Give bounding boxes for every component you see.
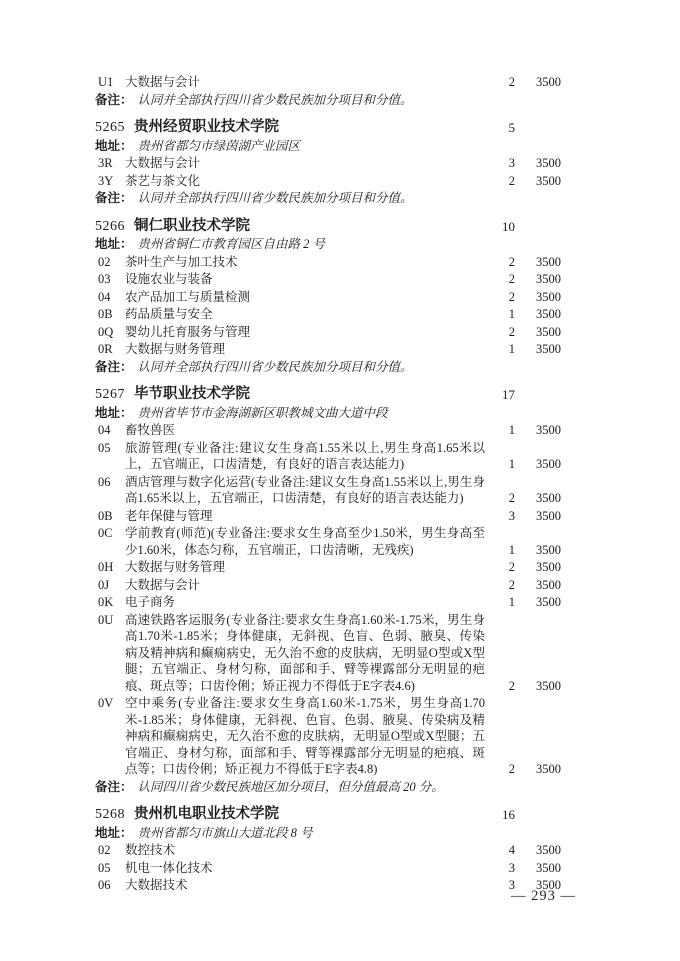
school-section — [95, 386, 561, 795]
course-code: 0K — [98, 595, 114, 609]
course-name: 电子商务 — [125, 595, 176, 609]
course-title — [95, 612, 485, 695]
course-tuition-fee: 3500 — [536, 289, 561, 304]
section-heading — [95, 218, 561, 236]
course-tuition-fee: 3500 — [536, 423, 561, 437]
course-code: 05 — [98, 860, 111, 875]
address-text: 贵州省铜仁市教育园区自由路 2 号 — [137, 237, 326, 251]
course-title — [95, 508, 485, 525]
course-code: 0V — [98, 696, 114, 710]
course-name: 大数据与会计 — [125, 75, 201, 89]
course-row — [95, 422, 561, 439]
course-row — [95, 877, 561, 894]
course-title — [95, 474, 485, 507]
course-tuition-fee: 3500 — [536, 457, 561, 471]
section-heading — [95, 806, 561, 824]
address-row — [95, 405, 561, 422]
course-code: 06 — [98, 474, 111, 489]
course-tuition-fee: 3500 — [536, 508, 561, 523]
course-tuition-fee: 3500 — [536, 843, 561, 857]
section-code: 5267 — [95, 387, 125, 402]
course-plan-count: 2 — [508, 289, 515, 304]
course-code: 0J — [98, 577, 110, 592]
note-text: 认同并全部执行四川省少数民族加分项目和分值。 — [137, 359, 413, 374]
course-plan-count: 2 — [508, 75, 515, 89]
course-plan-count: 1 — [508, 542, 515, 557]
course-title — [95, 289, 485, 306]
course-row — [95, 440, 561, 473]
course-row — [95, 842, 561, 859]
section-name: 贵州经贸职业技术学院 — [134, 119, 279, 135]
course-code: 04 — [98, 423, 111, 437]
section-name: 贵州机电职业技术学院 — [134, 806, 279, 822]
course-row — [95, 860, 561, 877]
section-total: 10 — [502, 218, 515, 234]
course-plan-count: 3 — [508, 860, 515, 875]
course-plan-count: 1 — [508, 342, 515, 356]
course-tuition-fee: 3500 — [536, 342, 561, 356]
course-tuition-fee: 3500 — [536, 860, 561, 875]
section-name: 毕节职业技术学院 — [134, 386, 250, 402]
course-code: U1 — [98, 75, 114, 89]
course-code: 0R — [98, 342, 113, 356]
school-section — [95, 74, 561, 108]
course-plan-count: 3 — [508, 508, 515, 523]
course-title — [95, 577, 485, 594]
section-total: 16 — [502, 807, 515, 822]
course-name: 数控技术 — [125, 843, 176, 857]
course-code: 0H — [98, 560, 114, 574]
course-row — [95, 594, 561, 611]
section-heading — [95, 119, 561, 137]
note-row — [95, 92, 561, 109]
course-code: 05 — [98, 440, 111, 455]
course-tuition-fee: 3500 — [536, 678, 561, 693]
course-code: 03 — [98, 272, 111, 286]
course-code: 0Q — [98, 324, 114, 339]
course-name: 设施农业与装备 — [125, 272, 213, 286]
course-title — [95, 842, 485, 859]
course-title — [95, 422, 485, 439]
course-plan-count: 3 — [508, 878, 515, 892]
course-name: 空中乘务(专业备注:要求女生身高1.60米-1.75米，男生身高1.70米-1.85米；身体健康，无斜视、色盲、色弱、腋臭、传染病及精神病和癫痫病史，无久治不愈的皮肤病，无明显O型或X型腿；五官端正、身材匀称，面部和手、臂等裸露部分无明显的疤痕、斑点等；口齿伶俐；矫正视力不得低于E字表4.8) — [125, 696, 485, 776]
course-row — [95, 341, 561, 358]
address-label: 地址： — [95, 138, 133, 153]
course-title — [95, 695, 485, 778]
course-row — [95, 695, 561, 778]
course-title — [95, 559, 485, 576]
course-row — [95, 559, 561, 576]
course-name: 大数据与会计 — [125, 156, 201, 170]
course-title — [95, 440, 485, 473]
course-name: 农产品加工与质量检测 — [125, 289, 251, 304]
note-row — [95, 190, 561, 207]
course-name: 酒店管理与数字化运营(专业备注:建议女生身高1.55米以上,男生身高1.65米以上，五官端正，口齿清楚，有良好的语言表达能力) — [125, 474, 485, 505]
course-title — [95, 271, 485, 288]
course-tuition-fee: 3500 — [536, 762, 561, 776]
course-code: 06 — [98, 878, 111, 892]
note-text: 认同并全部执行四川省少数民族加分项目和分值。 — [137, 191, 413, 205]
note-label: 备注： — [95, 359, 133, 374]
course-plan-count: 1 — [508, 457, 515, 471]
address-text: 贵州省都匀市旗山大道北段 8 号 — [137, 825, 313, 840]
course-tuition-fee: 3500 — [536, 173, 561, 188]
course-name: 婴幼儿托育服务与管理 — [125, 324, 251, 339]
note-text: 认同并全部执行四川省少数民族加分项目和分值。 — [137, 92, 413, 107]
section-heading — [95, 386, 561, 404]
course-row — [95, 474, 561, 507]
course-code: 3R — [98, 156, 113, 170]
course-name: 大数据与财务管理 — [125, 342, 226, 356]
course-row — [95, 254, 561, 271]
course-title — [95, 594, 485, 611]
note-row — [95, 779, 561, 796]
course-row — [95, 74, 561, 91]
course-tuition-fee: 3500 — [536, 156, 561, 170]
course-tuition-fee: 3500 — [536, 560, 561, 574]
address-row — [95, 825, 561, 842]
note-label: 备注： — [95, 92, 133, 107]
section-title — [95, 806, 485, 824]
page-number: — 293 — — [511, 888, 576, 904]
course-plan-count: 2 — [508, 272, 515, 286]
course-title — [95, 324, 485, 341]
section-code: 5265 — [95, 120, 125, 135]
course-name: 药品质量与安全 — [125, 307, 213, 321]
course-plan-count: 2 — [508, 577, 515, 592]
school-section — [95, 218, 561, 376]
course-name: 机电一体化技术 — [125, 860, 213, 875]
school-section — [95, 806, 561, 894]
course-name: 茶叶生产与加工技术 — [125, 254, 238, 269]
address-text: 贵州省都匀市绿茵湖产业园区 — [137, 138, 301, 153]
course-tuition-fee: 3500 — [536, 272, 561, 286]
course-code: 0U — [98, 612, 114, 627]
section-title — [95, 119, 485, 137]
course-name: 大数据与财务管理 — [125, 560, 226, 574]
course-row — [95, 289, 561, 306]
section-total: 5 — [508, 120, 515, 135]
course-plan-count: 3 — [508, 156, 515, 170]
address-label: 地址： — [95, 825, 133, 840]
course-row — [95, 612, 561, 695]
course-tuition-fee: 3500 — [536, 75, 561, 89]
section-title — [95, 218, 485, 236]
course-row — [95, 508, 561, 525]
course-title — [95, 306, 485, 323]
course-row — [95, 324, 561, 341]
address-label: 地址： — [95, 237, 133, 251]
course-tuition-fee: 3500 — [536, 491, 561, 505]
course-tuition-fee: 3500 — [536, 878, 561, 892]
course-row — [95, 306, 561, 323]
course-plan-count: 2 — [508, 324, 515, 339]
course-name: 畜牧兽医 — [125, 423, 176, 437]
course-title — [95, 173, 485, 190]
course-title — [95, 155, 485, 172]
section-total: 17 — [502, 387, 515, 402]
section-title — [95, 386, 485, 404]
course-plan-count: 1 — [508, 595, 515, 609]
course-row — [95, 173, 561, 190]
course-tuition-fee: 3500 — [536, 307, 561, 321]
course-title — [95, 525, 485, 558]
course-code: 3Y — [98, 173, 114, 188]
course-code: 0B — [98, 508, 113, 523]
course-row — [95, 525, 561, 558]
course-plan-count: 1 — [508, 307, 515, 321]
course-code: 04 — [98, 289, 111, 304]
course-plan-count: 2 — [508, 254, 515, 269]
course-title — [95, 860, 485, 877]
address-text: 贵州省毕节市金海湖新区职教城文曲大道中段 — [137, 405, 388, 420]
course-name: 茶艺与茶文化 — [125, 173, 201, 188]
section-code: 5266 — [95, 218, 125, 234]
course-name: 大数据与会计 — [125, 577, 201, 592]
course-plan-count: 2 — [508, 491, 515, 505]
course-row — [95, 271, 561, 288]
course-title — [95, 341, 485, 358]
course-name: 高速铁路客运服务(专业备注:要求女生身高1.60米-1.75米，男生身高1.70米-1.85米；身体健康，无斜视、色盲、色弱、腋臭、传染病及精神病和癫痫病史，无久治不愈的皮肤病，无明显O型或X型腿；五官端正、身材匀称，面部和手、臂等裸露部分无明显的疤痕、斑点等；口齿伶俐；矫正视力不得低于E字表4.6) — [125, 612, 485, 693]
course-plan-count: 2 — [508, 173, 515, 188]
course-title — [95, 74, 485, 91]
note-label: 备注： — [95, 779, 133, 794]
note-text: 认同四川省少数民族地区加分项目，但分值最高 20 分。 — [137, 779, 444, 794]
course-plan-count: 1 — [508, 423, 515, 437]
course-tuition-fee: 3500 — [536, 542, 561, 557]
note-label: 备注： — [95, 191, 133, 205]
course-plan-count: 4 — [508, 843, 515, 857]
school-section — [95, 119, 561, 207]
course-tuition-fee: 3500 — [536, 254, 561, 269]
course-row — [95, 577, 561, 594]
section-name: 铜仁职业技术学院 — [134, 217, 250, 234]
course-name: 旅游管理(专业备注:建议女生身高1.55米以上,男生身高1.65米以上，五官端正，口齿清楚，有良好的语言表达能力) — [125, 440, 485, 471]
course-title — [95, 877, 485, 894]
section-code: 5268 — [95, 807, 125, 822]
course-tuition-fee: 3500 — [536, 577, 561, 592]
address-label: 地址： — [95, 405, 133, 420]
course-code: 0C — [98, 526, 113, 540]
course-code: 0B — [98, 307, 113, 321]
course-tuition-fee: 3500 — [536, 324, 561, 339]
address-row — [95, 138, 561, 155]
course-row — [95, 155, 561, 172]
address-row — [95, 236, 561, 253]
course-plan-count: 2 — [508, 560, 515, 574]
course-name: 大数据技术 — [125, 878, 188, 892]
course-tuition-fee: 3500 — [536, 595, 561, 609]
course-code: 02 — [98, 843, 111, 857]
course-name: 老年保健与管理 — [125, 508, 213, 523]
course-code: 02 — [98, 254, 111, 269]
course-name: 学前教育(师范)(专业备注:要求女生身高至少1.50米，男生身高至少1.60米，体态匀称，五官端正，口齿清晰，无残疾) — [125, 526, 485, 557]
course-plan-count: 2 — [508, 762, 515, 776]
course-title — [95, 254, 485, 271]
plan-list — [95, 74, 561, 895]
note-row — [95, 359, 561, 376]
course-plan-count: 2 — [508, 678, 515, 693]
